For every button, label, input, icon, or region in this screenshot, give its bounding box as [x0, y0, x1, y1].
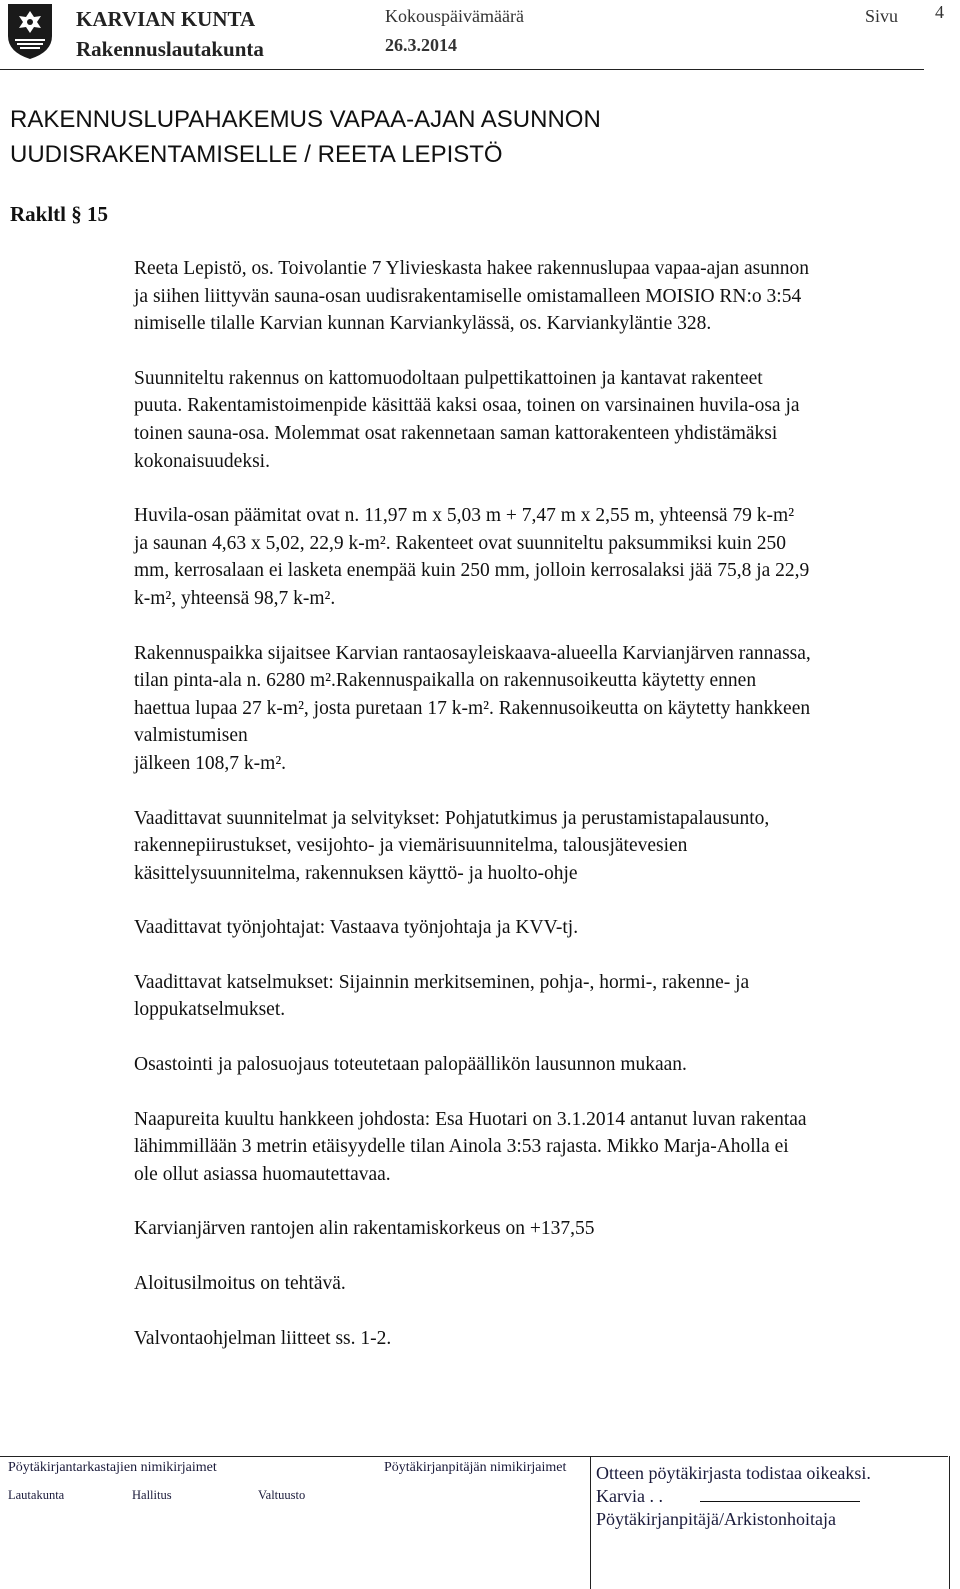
- certification-place: [596, 1486, 860, 1507]
- body-paragraph: [134, 1106, 950, 1189]
- paragraph-gap: [134, 887, 950, 914]
- paragraph-gap: [134, 613, 950, 640]
- body-paragraph: [134, 805, 950, 888]
- crest-icon: [6, 2, 54, 60]
- body-line: lähimmillään 3 metrin etäisyydelle tilan Ainola 3:53 rajasta. Mikko Marja-Aholla ei: [134, 1136, 789, 1158]
- meeting-date: 26.3.2014: [385, 35, 457, 55]
- title-line: RAKENNUSLUPAHAKEMUS VAPAA-AJAN ASUNNON: [10, 106, 601, 133]
- paragraph-gap: [134, 1188, 950, 1215]
- certification-place-text: Karvia . .: [596, 1486, 663, 1506]
- body-paragraph: [134, 1270, 950, 1298]
- body-line: tilan pinta-ala n. 6280 m².Rakennuspaikalla on rakennusoikeutta käytetty ennen: [134, 670, 757, 692]
- footer-col-board: Lautakunta: [8, 1488, 65, 1502]
- paragraph-gap: [134, 942, 950, 969]
- paragraph-gap: [134, 338, 950, 365]
- body-paragraph: [134, 969, 950, 1024]
- paragraph-gap: [134, 1298, 950, 1325]
- body-line: valmistumisen: [134, 725, 248, 747]
- body-line: Suunniteltu rakennus on kattomuodoltaan pulpettikattoinen ja kantavat rakenteet: [134, 367, 763, 389]
- keeper-initials-label: Pöytäkirjanpitäjän nimikirjaimet: [384, 1460, 567, 1475]
- inspectors-initials-label: Pöytäkirjantarkastajien nimikirjaimet: [8, 1460, 217, 1475]
- body-line: nimiselle tilalle Karvian kunnan Karviankylässä, os. Karviankyläntie 328.: [134, 313, 712, 335]
- certification-text: Otteen pöytäkirjasta todistaa oikeaksi.: [596, 1463, 871, 1483]
- title-line: UUDISRAKENTAMISELLE / REETA LEPISTÖ: [10, 141, 503, 168]
- body-paragraph: [134, 914, 950, 942]
- body-paragraph: [134, 1325, 950, 1353]
- footer-col-government: Hallitus: [132, 1488, 172, 1502]
- body-line: kokonaisuudeksi.: [134, 450, 270, 472]
- body-line: ole ollut asiassa huomautettavaa.: [134, 1163, 391, 1185]
- paragraph-gap: [134, 1079, 950, 1106]
- body-paragraph: [134, 502, 950, 612]
- body-line: ja siihen liittyvän sauna-osan uudisrakentamiselle omistamalleen MOISIO RN:o 3:54: [134, 285, 802, 307]
- body-line: Aloitusilmoitus on tehtävä.: [134, 1273, 346, 1295]
- certification-role: Pöytäkirjanpitäjä/Arkistonhoitaja: [596, 1509, 836, 1529]
- body-line: käsittelysuunnitelma, rakennuksen käyttö- ja huolto-ohje: [134, 862, 578, 884]
- body-line: toinen sauna-osa. Molemmat osat rakennetaan saman kattorakenteen yhdistämäksi: [134, 422, 778, 444]
- body-line: Rakennuspaikka sijaitsee Karvian rantaosayleiskaava-alueella Karvianjärven rannassa,: [134, 642, 811, 664]
- body-paragraph: [134, 1215, 950, 1243]
- body-line: puuta. Rakentamistoimenpide käsittää kaksi osaa, toinen on varsinainen huvila-osa ja: [134, 395, 800, 417]
- body-paragraph: [134, 640, 950, 778]
- body-line: Vaadittavat työnjohtajat: Vastaava työnjohtaja ja KVV-tj.: [134, 917, 579, 939]
- body-line: rakennepiirustukset, vesijohto- ja viemärisuunnitelma, talousjätevesien: [134, 835, 688, 857]
- body-paragraph: [134, 1051, 950, 1079]
- meeting-date-label: Kokouspäivämäärä: [385, 6, 524, 26]
- body-line: k-m², yhteensä 98,7 k-m².: [134, 587, 336, 609]
- footer-col-council: Valtuusto: [258, 1488, 306, 1502]
- document-title: [10, 102, 910, 172]
- section-reference: Rakltl § 15: [10, 202, 109, 226]
- paragraph-gap: [134, 1024, 950, 1051]
- signature-line: [700, 1486, 860, 1502]
- page-label: Sivu: [865, 6, 899, 26]
- body-line: ja saunan 4,63 x 5,02, 22,9 k-m². Rakenteet ovat suunniteltu paksummiksi kuin 250: [134, 532, 786, 554]
- body-paragraph: [134, 365, 950, 475]
- body-line: jälkeen 108,7 k-m².: [134, 752, 287, 774]
- body-line: Huvila-osan päämitat ovat n. 11,97 m x 5,03 m + 7,47 m x 2,55 m, yhteensä 79 k-m²: [134, 505, 795, 527]
- body-line: Naapureita kuultu hankkeen johdosta: Esa Huotari on 3.1.2014 antanut luvan rakentaa: [134, 1108, 807, 1130]
- org-name: KARVIAN KUNTA: [76, 7, 256, 31]
- body-line: Reeta Lepistö, os. Toivolantie 7 Ylivieskasta hakee rakennuslupaa vapaa-ajan asunnon: [134, 258, 809, 279]
- document-body: [134, 255, 950, 1352]
- board-name: Rakennuslautakunta: [76, 37, 264, 61]
- body-line: loppukatselmukset.: [134, 999, 286, 1021]
- body-line: mm, kerrosalaan ei lasketa enempää kuin 250 mm, jolloin kerrosalaksi jää 75,8 ja 22,9: [134, 560, 810, 582]
- body-line: Vaadittavat suunnitelmat ja selvitykset: Pohjatutkimus ja perustamistapalausunto,: [134, 807, 770, 829]
- page-number: 4: [935, 2, 944, 22]
- body-line: Vaadittavat katselmukset: Sijainnin merkitseminen, pohja-, hormi-, rakenne- ja: [134, 971, 750, 993]
- body-paragraph: [134, 255, 950, 338]
- paragraph-gap: [134, 475, 950, 502]
- body-line: Karvianjärven rantojen alin rakentamiskorkeus on +137,55: [134, 1218, 595, 1240]
- body-line: Osastointi ja palosuojaus toteutetaan palopäällikön lausunnon mukaan.: [134, 1054, 687, 1076]
- organization-header: [76, 4, 264, 64]
- body-line: haettua lupaa 27 k-m², josta puretaan 17 k-m². Rakennusoikeutta on käytetty hankkeen: [134, 697, 811, 719]
- body-line: Valvontaohjelman liitteet ss. 1-2.: [134, 1327, 392, 1349]
- paragraph-gap: [134, 778, 950, 805]
- paragraph-gap: [134, 1243, 950, 1270]
- header-divider: [0, 69, 924, 70]
